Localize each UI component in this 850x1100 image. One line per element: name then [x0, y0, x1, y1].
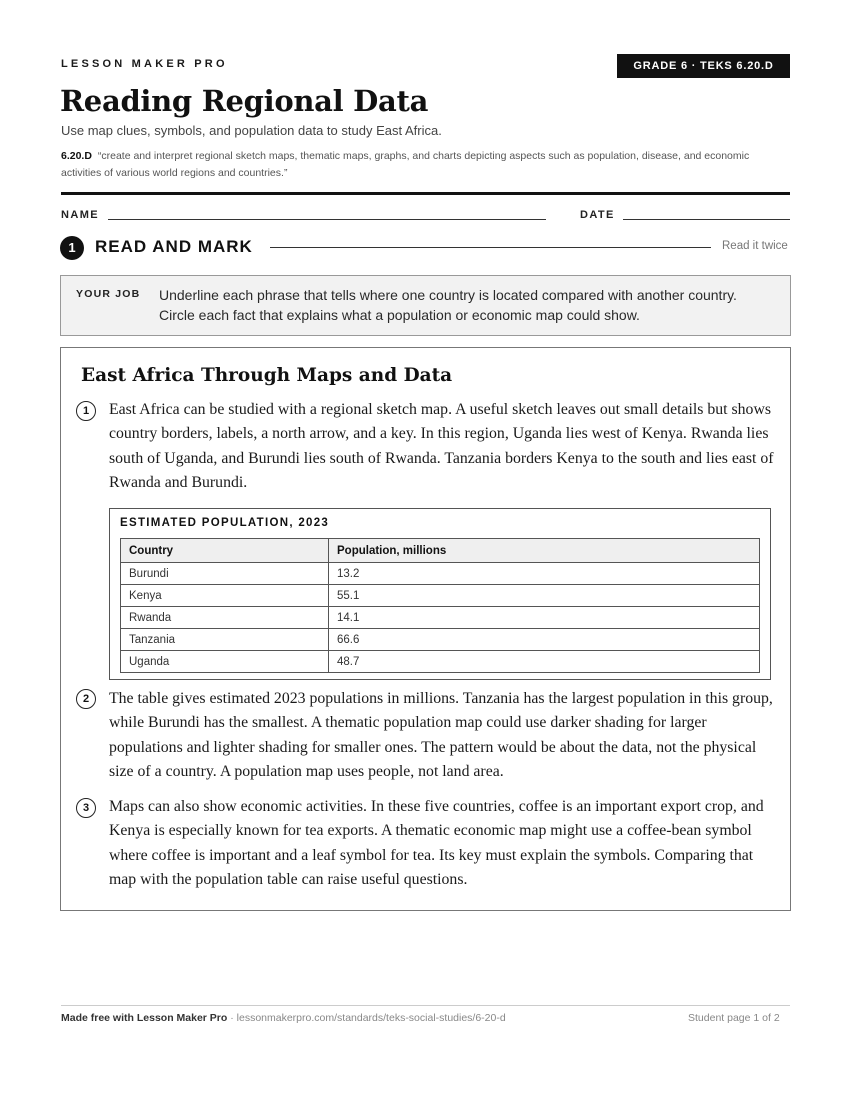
page-title: Reading Regional Data	[60, 84, 429, 118]
reading-passage-box	[60, 347, 791, 911]
table-row	[121, 607, 760, 629]
footer-separator: ·	[230, 1012, 237, 1024]
paragraph-number-3: 3	[76, 798, 96, 818]
standard-text: “create and interpret regional sketch maps, thematic maps, graphs, and charts depicting aspects such as population, disease, and economic activities of various world regions and countries.”	[61, 150, 750, 179]
paragraph-1: East Africa can be studied with a regional sketch map. A useful sketch leaves out small details but shows country borders, labels, a north arrow, and a key. In this region, Uganda lies west of Kenya. Rwanda lies south of Uganda, and Burundi lies south of Rwanda. Tanzania borders Kenya to the south and lies east of Rwanda and Burundi.	[109, 401, 774, 491]
date-label: DATE	[580, 209, 615, 221]
job-text: Underline each phrase that tells where one country is located compared with another country. Circle each fact that explains what a population or economic map could show.	[159, 287, 737, 323]
country-cell: Burundi	[121, 563, 329, 585]
population-table-box	[109, 508, 771, 680]
section-title: READ AND MARK	[95, 237, 253, 256]
table-title: ESTIMATED POPULATION, 2023	[120, 517, 330, 529]
paragraph-2: The table gives estimated 2023 populations in millions. Tanzania has the largest population in this group, while Burundi has the smallest. A thematic population map could use darker shading for larger populations and lighter shading for smaller ones. The pattern would be about the data, not the physical size of a country. A population map uses people, not land area.	[109, 690, 773, 780]
header-divider	[61, 192, 790, 195]
footer-page-number: Student page 1 of 2	[688, 1012, 780, 1024]
footer-credit	[61, 1012, 506, 1024]
page-subtitle: Use map clues, symbols, and population data to study East Africa.	[61, 123, 442, 138]
brand-name: LESSON MAKER PRO	[61, 58, 228, 70]
section-divider	[270, 247, 711, 248]
population-cell: 13.2	[329, 563, 760, 585]
table-row	[121, 563, 760, 585]
country-cell: Kenya	[121, 585, 329, 607]
table-row	[121, 585, 760, 607]
footer-url-link[interactable]: lessonmakerpro.com/standards/teks-social-studies/6-20-d	[236, 1012, 506, 1024]
standard-code: 6.20.D	[61, 150, 92, 162]
paragraph-number-1: 1	[76, 401, 96, 421]
section-number-badge: 1	[60, 236, 84, 260]
table-row	[121, 651, 760, 673]
reading-title: East Africa Through Maps and Data	[81, 365, 453, 386]
table-row	[121, 629, 760, 651]
column-header-population: Population, millions	[329, 539, 760, 563]
paragraph-3: Maps can also show economic activities. In these five countries, coffee is an important export crop, and Kenya is especially known for tea exports. A thematic economic map might use a coffee-bean symbol where coffee is important and a leaf symbol for tea. Its key must explain the symbols. Comparing that map with the population table can raise useful questions.	[109, 798, 764, 888]
country-cell: Uganda	[121, 651, 329, 673]
country-cell: Tanzania	[121, 629, 329, 651]
date-field[interactable]	[623, 219, 790, 220]
column-header-country: Country	[121, 539, 329, 563]
population-cell: 66.6	[329, 629, 760, 651]
population-cell: 55.1	[329, 585, 760, 607]
paragraph-number-2: 2	[76, 689, 96, 709]
population-table	[120, 538, 760, 673]
footer-made-by: Made free with Lesson Maker Pro	[61, 1012, 228, 1024]
section-note: Read it twice	[722, 240, 788, 252]
country-cell: Rwanda	[121, 607, 329, 629]
population-cell: 48.7	[329, 651, 760, 673]
population-cell: 14.1	[329, 607, 760, 629]
name-label: NAME	[61, 209, 99, 221]
name-field[interactable]	[108, 219, 546, 220]
grade-badge: GRADE 6 · TEKS 6.20.D	[617, 54, 790, 78]
job-label: YOUR JOB	[76, 288, 141, 300]
job-instructions-box	[60, 275, 791, 336]
footer-divider	[61, 1005, 790, 1006]
standard-description	[61, 148, 791, 182]
table-header-row	[121, 539, 760, 563]
